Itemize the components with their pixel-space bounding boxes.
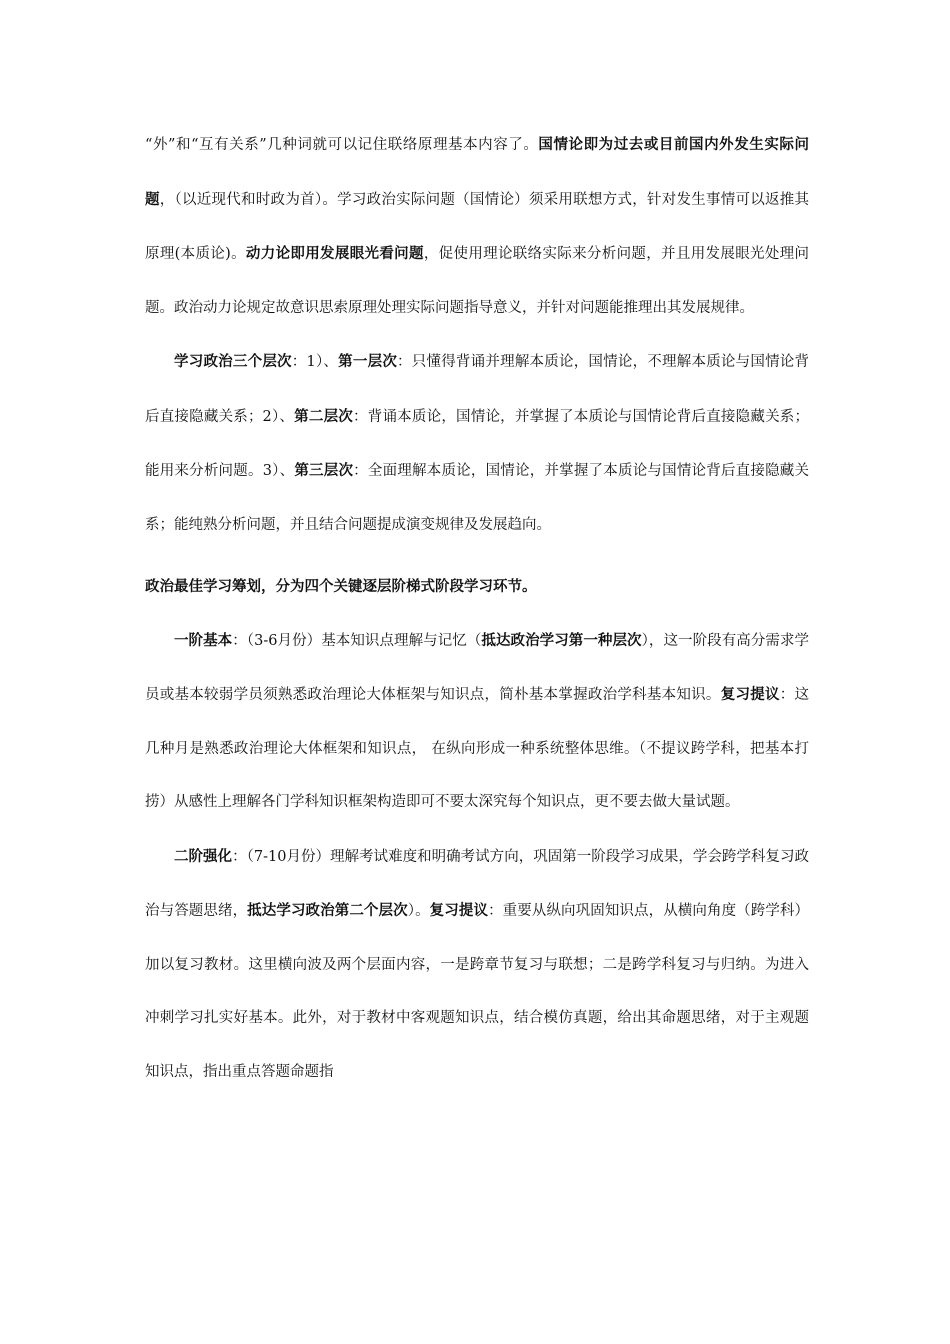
paragraph-stage-two — [145, 830, 809, 1100]
text-span: ：全面理解本质论，国情论，并掌握了本质论与国情论背后直接隐藏关系；能纯熟分析问题，并且结合问题提成演变规律及发展趋向。 — [145, 463, 810, 533]
text-span: ：（3-6月份）基本知识点理解与记忆（ — [232, 632, 482, 649]
document-body — [145, 118, 809, 1099]
bold-span: 政治最佳学习筹划，分为四个关键逐层阶梯式阶段学习环节。 — [145, 578, 537, 595]
text-span: ，（以近现代和时政为首）。学习政治实际问题（国情论）须采用联想方式，针对发生事情可以返推其原理(本质论)。 — [145, 191, 810, 262]
paragraph-stage-one — [145, 614, 809, 830]
text-span: ，促使用理论联络实际来分析问题，并且用发展眼光处理问题。政治动力论规定故意识思索原理处理实际问题指导意义，并针对问题能推理出其发展规律。 — [145, 246, 809, 316]
bold-span: 二阶强化 — [174, 847, 233, 865]
paragraph-intro — [145, 118, 809, 335]
bold-span: 国情论即为过去或目前国内外发生实际问题 — [145, 136, 809, 208]
text-span: ：只懂得背诵并理解本质论，国情论，不理解本质论与国情论背后直接隐藏关系；2）、 — [145, 354, 810, 425]
bold-span: 复习提议 — [429, 902, 489, 919]
text-span: ），这一阶段有高分需求学员或基本较弱学员须熟悉政治理论大体框架与知识点，简朴基本掌握政治学科基本知识。 — [145, 632, 810, 703]
bold-span: 复习提议 — [720, 686, 780, 703]
text-span: ：1）、 — [291, 354, 339, 370]
bold-span: 一阶基本 — [174, 631, 233, 649]
bold-span: 动力论即用发展眼光看问题 — [245, 245, 424, 262]
text-span: ：背诵本质论，国情论，并掌握了本质论与国情论背后直接隐藏关系；能用来分析问题。3）、 — [145, 408, 810, 479]
text-span: ：（7-10月份）理解考试难度和明确考试方向，巩固第一阶段学习成果，学会跨学科复习政治与答题思绪， — [145, 848, 810, 919]
text-span: ：这几种月是熟悉政治理论大体框架和知识点， 在纵向形成一种系统整体思维。（不提议跨学科，把基本打捞）从感性上理解各门学科知识框架构造即可不要太深究每个知识点，更不要去做大量试题。 — [145, 687, 810, 810]
bold-span: 学习政治三个层次 — [174, 353, 292, 370]
bold-span: 抵达政治学习第一种层次 — [481, 631, 642, 649]
text-span: ：重要从纵向巩固知识点，从横向角度（跨学科）加以复习教材。这里横向波及两个层面内容，一是跨章节复习与联想；二是跨学科复习与归纳。为进入冲刺学习扎实好基本。此外，对于教材中客观题知识点，结合模仿真题，给出其命题思绪，对于主观题知识点，指出重点答题命题指 — [145, 903, 810, 1080]
section-heading — [145, 560, 809, 614]
bold-span: 第二层次 — [294, 407, 354, 425]
bold-span: 抵达学习政治第二个层次 — [247, 902, 408, 919]
bold-span: 第一层次 — [338, 353, 398, 370]
paragraph-three-levels — [145, 335, 809, 552]
text-span: “外”和“互有关系”几种词就可以记住联络原理基本内容了。 — [145, 137, 539, 153]
bold-span: 第三层次 — [294, 462, 354, 479]
text-span: ）。 — [407, 903, 430, 919]
